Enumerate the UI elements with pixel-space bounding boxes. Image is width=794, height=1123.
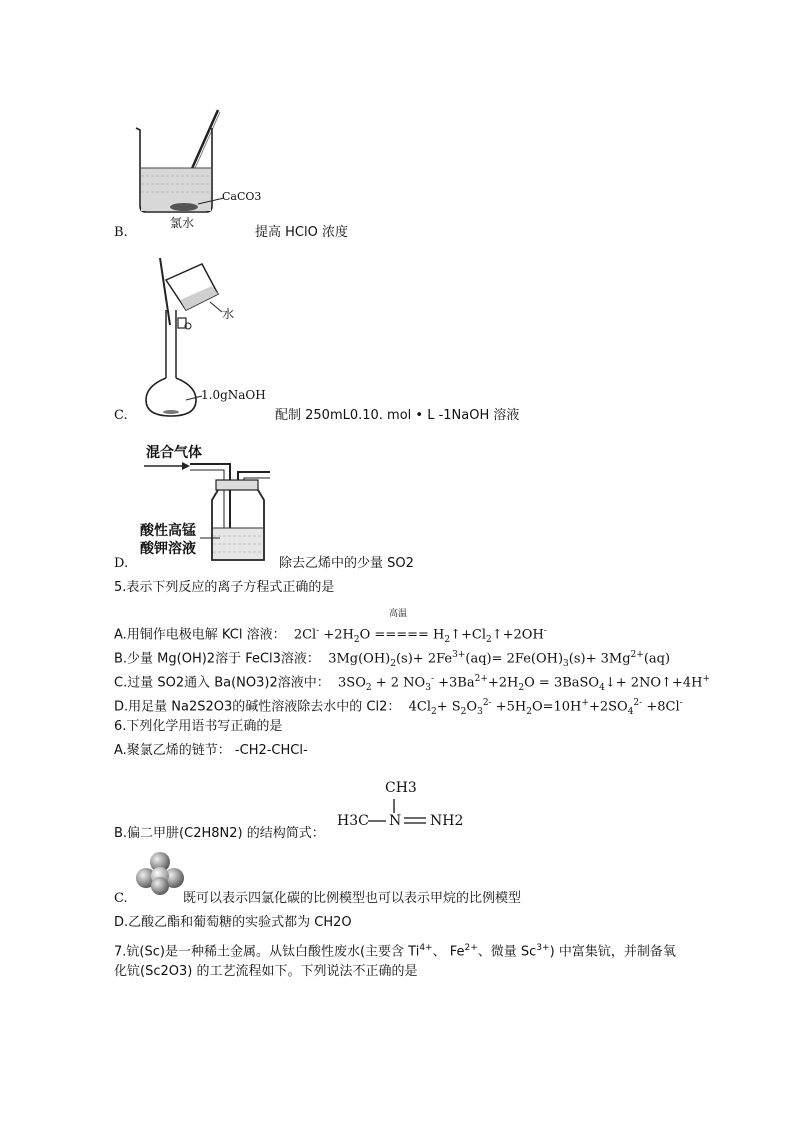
option-c-desc: 配制 250mL0.10. mol • L -1NaOH 溶液	[275, 408, 520, 423]
struct-ch3: CH3	[385, 780, 417, 796]
q6-option-c-letter: C.	[114, 891, 128, 906]
q7-line1-mid2: 、微量 Sc	[477, 944, 537, 960]
q5-option-d-prefix: D.用足量 Na2S2O3的碱性溶液除去水中的 Cl2：	[114, 699, 401, 715]
q5-option-c: C.过量 SO2通入 Ba(NO3)2溶液中： $3SO_2 + 2$ $NO_3^- +3Ba^{2+}+2H_2O$ = 3BaSO$_4$↓+ 2NO↑+4H+	[114, 674, 710, 693]
q7-line1-post: ) 中富集钪，并制备氧	[549, 944, 676, 960]
chlorine-water-label: 氯水	[170, 216, 195, 230]
q7-line1-mid: 、 Fe	[432, 944, 465, 960]
struct-h3c: H3C	[337, 813, 369, 829]
beaker-figure	[128, 100, 268, 232]
option-b-desc: 提高 HClO 浓度	[255, 225, 348, 240]
q5-option-c-prefix: C.过量 SO2通入 Ba(NO3)2溶液中：	[114, 675, 330, 691]
q7-line1-pre: 7.钪(Sc)是一种稀土金属。从钛白酸性废水(主要含 Ti	[114, 944, 420, 960]
mixed-gas-label: 混合气体	[146, 445, 202, 461]
q5-option-b-prefix: B.少量 Mg(OH)2溶于 FeCl3溶液：	[114, 651, 320, 667]
q5-option-a: A.用铜作电极电解 KCl 溶液： $2Cl^- +2H_2O$ ===== $H_2↑+Cl_2↑+2OH^-$	[114, 626, 547, 645]
struct-nh2: NH2	[430, 813, 464, 829]
option-d-desc: 除去乙烯中的少量 SO2	[279, 556, 414, 571]
q6-stem: 6.下列化学用语书写正确的是	[114, 719, 283, 734]
struct-n: N	[389, 813, 402, 829]
kmno4-label-line1: 酸性高锰	[140, 523, 196, 539]
option-c-letter: C.	[114, 408, 128, 423]
option-d-letter: D.	[114, 556, 129, 571]
water-label: 水	[222, 307, 235, 321]
q6-option-d: D.乙酸乙酯和葡萄糖的实验式都为 CH2O	[114, 915, 352, 930]
q7-line2: 化钪(Sc2O3) 的工艺流程如下。下列说法不正确的是	[114, 964, 418, 979]
q5-option-d: D.用足量 Na2S2O3的碱性溶液除去水中的 Cl2： $4Cl_2+ S_2O_3^{2-} +5H_2O=10H^++2SO_4^{2-} +8Cl^-$	[114, 698, 683, 717]
q7-line1: 7.钪(Sc)是一种稀土金属。从钛白酸性废水(主要含 $Ti^{4+}$、 $Fe^{2+}$、微量 $Sc^{3+}$) 中富集钪，并制备氧	[114, 943, 676, 960]
q6-option-c-text: 既可以表示四氯化碳的比例模型也可以表示甲烷的比例模型	[183, 891, 522, 906]
kmno4-label-line2: 酸钾溶液	[140, 541, 196, 557]
q5-option-b: B.少量 Mg(OH)2溶于 FeCl3溶液： $3Mg(OH)_2(s)+ 2Fe^{3+}(aq)= 2Fe(OH)_3(s)+ 3Mg^{2+}(aq)$	[114, 650, 671, 669]
q5-condition: 高温	[389, 609, 408, 619]
option-b-letter: B.	[114, 225, 128, 240]
caco3-label: CaCO3	[222, 190, 262, 203]
q5-option-a-prefix: A.用铜作电极电解 KCl 溶液：	[114, 627, 286, 643]
naoh-label: 1.0gNaOH	[201, 388, 266, 402]
space-filling-model-icon	[134, 850, 186, 896]
q6-option-b: B.偏二甲肼(C2H8N2) 的结构简式：	[114, 826, 325, 841]
q5-stem: 5.表示下列反应的离子方程式正确的是	[114, 580, 335, 595]
q6-option-a: A.聚氯乙烯的链节： -CH2-CHCl-	[114, 743, 308, 758]
